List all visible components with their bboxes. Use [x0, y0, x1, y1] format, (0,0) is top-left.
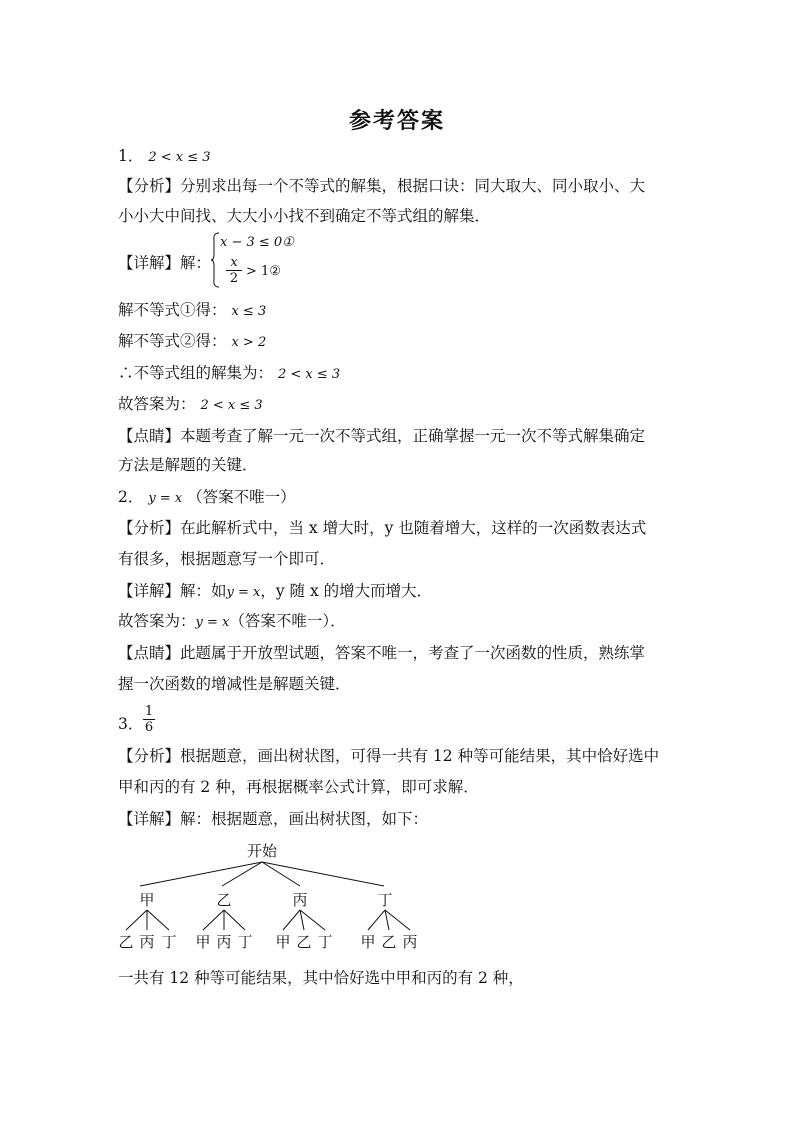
- q3-analysis-line1: 【分析】根据题意，画出树状图，可得一共有 12 种等可能结果，其中恰好选中: [118, 747, 660, 765]
- q2-comment-line2: 握一次函数的增减性是解题关键．: [118, 675, 351, 693]
- q1-step4-text: 故答案为：: [118, 395, 196, 413]
- q1-step3-math: 2 < x ≤ 3: [277, 367, 341, 382]
- q2-comment-line1: 【点睛】此题属于开放型试题，答案不唯一，考查了一次函数的性质，熟练掌: [118, 644, 646, 662]
- tree-branch-3: 丙: [292, 891, 308, 909]
- tree-leaf: 甲: [195, 933, 211, 951]
- page-title: 参考答案: [348, 108, 445, 134]
- q2-final-pre: 故答案为：: [118, 612, 196, 630]
- q2-final-math: y = x: [195, 615, 230, 630]
- q1-step1-math: x ≤ 3: [231, 304, 267, 319]
- inequality-1: x − 3 ≤ 0①: [220, 235, 294, 250]
- tree-leaf: 丁: [317, 933, 333, 951]
- q1-answer: 2 < x ≤ 3: [148, 150, 211, 165]
- q1-analysis-line2: 小小大中间找、大大小小找不到确定不等式组的解集．: [118, 207, 491, 225]
- tree-leaf: 丁: [237, 933, 253, 951]
- tree-leaf: 丁: [161, 933, 177, 951]
- q1-analysis-line1: 【分析】分别求出每一个不等式的解集，根据口诀：同大取大、同小取小、大: [118, 177, 646, 195]
- tree-branch-lines: [126, 910, 410, 930]
- tree-leaf: 乙: [381, 933, 397, 951]
- q2-number: 2．: [118, 488, 144, 506]
- q3-analysis-line2: 甲和丙的有 2 种，再根据概率公式计算，即可求解．: [118, 778, 479, 796]
- q3-number: 3．: [118, 715, 144, 733]
- q2-detail-math: y = x: [226, 585, 261, 600]
- tree-branch-4: 丁: [377, 891, 393, 909]
- q3-fraction-denominator: 6: [144, 720, 154, 735]
- q2-answer: y = x: [148, 491, 183, 506]
- q1-step1-text: 解不等式①得：: [118, 301, 227, 319]
- fraction-numerator: x: [230, 255, 238, 270]
- tree-leaf: 丙: [216, 933, 232, 951]
- tree-branch-1: 甲: [139, 891, 155, 909]
- q1-step2-text: 解不等式②得：: [118, 332, 227, 350]
- q2-final-post: （答案不唯一）．: [229, 612, 346, 630]
- q1-step2-math: x > 2: [231, 335, 267, 350]
- q1-comment-line1: 【点睛】本题考查了解一元一次不等式组，正确掌握一元一次不等式解集确定: [118, 427, 646, 445]
- q1-step4-math: 2 < x ≤ 3: [200, 398, 263, 413]
- q2-answer-note: （答案不唯一）: [187, 488, 296, 506]
- q1-number: 1．: [118, 147, 144, 165]
- tree-leaf: 甲: [360, 933, 376, 951]
- q3-detail: 【详解】解：根据题意，画出树状图，如下：: [118, 810, 429, 828]
- q3-conclusion: 一共有 12 种等可能结果，其中恰好选中甲和丙的有 2 种，: [118, 969, 524, 987]
- fraction-denominator: 2: [226, 270, 242, 287]
- tree-branch-2: 乙: [216, 891, 232, 909]
- q2-detail-pre: 【详解】解：如: [118, 582, 227, 600]
- tree-leaf: 丙: [139, 933, 155, 951]
- tree-leaf: 乙: [118, 933, 134, 951]
- inequality-2-rest: > 1②: [246, 264, 281, 279]
- q1-detail-label: 【详解】解：: [118, 254, 212, 272]
- q2-analysis-line2: 有很多，根据题意写一个即可．: [118, 550, 336, 568]
- tree-leaf: 乙: [296, 933, 312, 951]
- tree-root: 开始: [246, 842, 278, 860]
- q1-step3-text: ∴不等式组的解集为：: [118, 364, 274, 382]
- q1-comment-line2: 方法是解题的关键．: [118, 456, 258, 474]
- q3-fraction-numerator: 1: [144, 704, 154, 719]
- q2-analysis-line1: 【分析】在此解析式中，当 x 增大时，y 也随着增大，这样的一次函数表达式: [118, 519, 647, 537]
- q2-detail-post: ，y 随 x 的增大而增大．: [260, 582, 433, 600]
- tree-root-lines: [140, 862, 384, 886]
- tree-leaf: 丙: [402, 933, 418, 951]
- tree-leaf: 甲: [275, 933, 291, 951]
